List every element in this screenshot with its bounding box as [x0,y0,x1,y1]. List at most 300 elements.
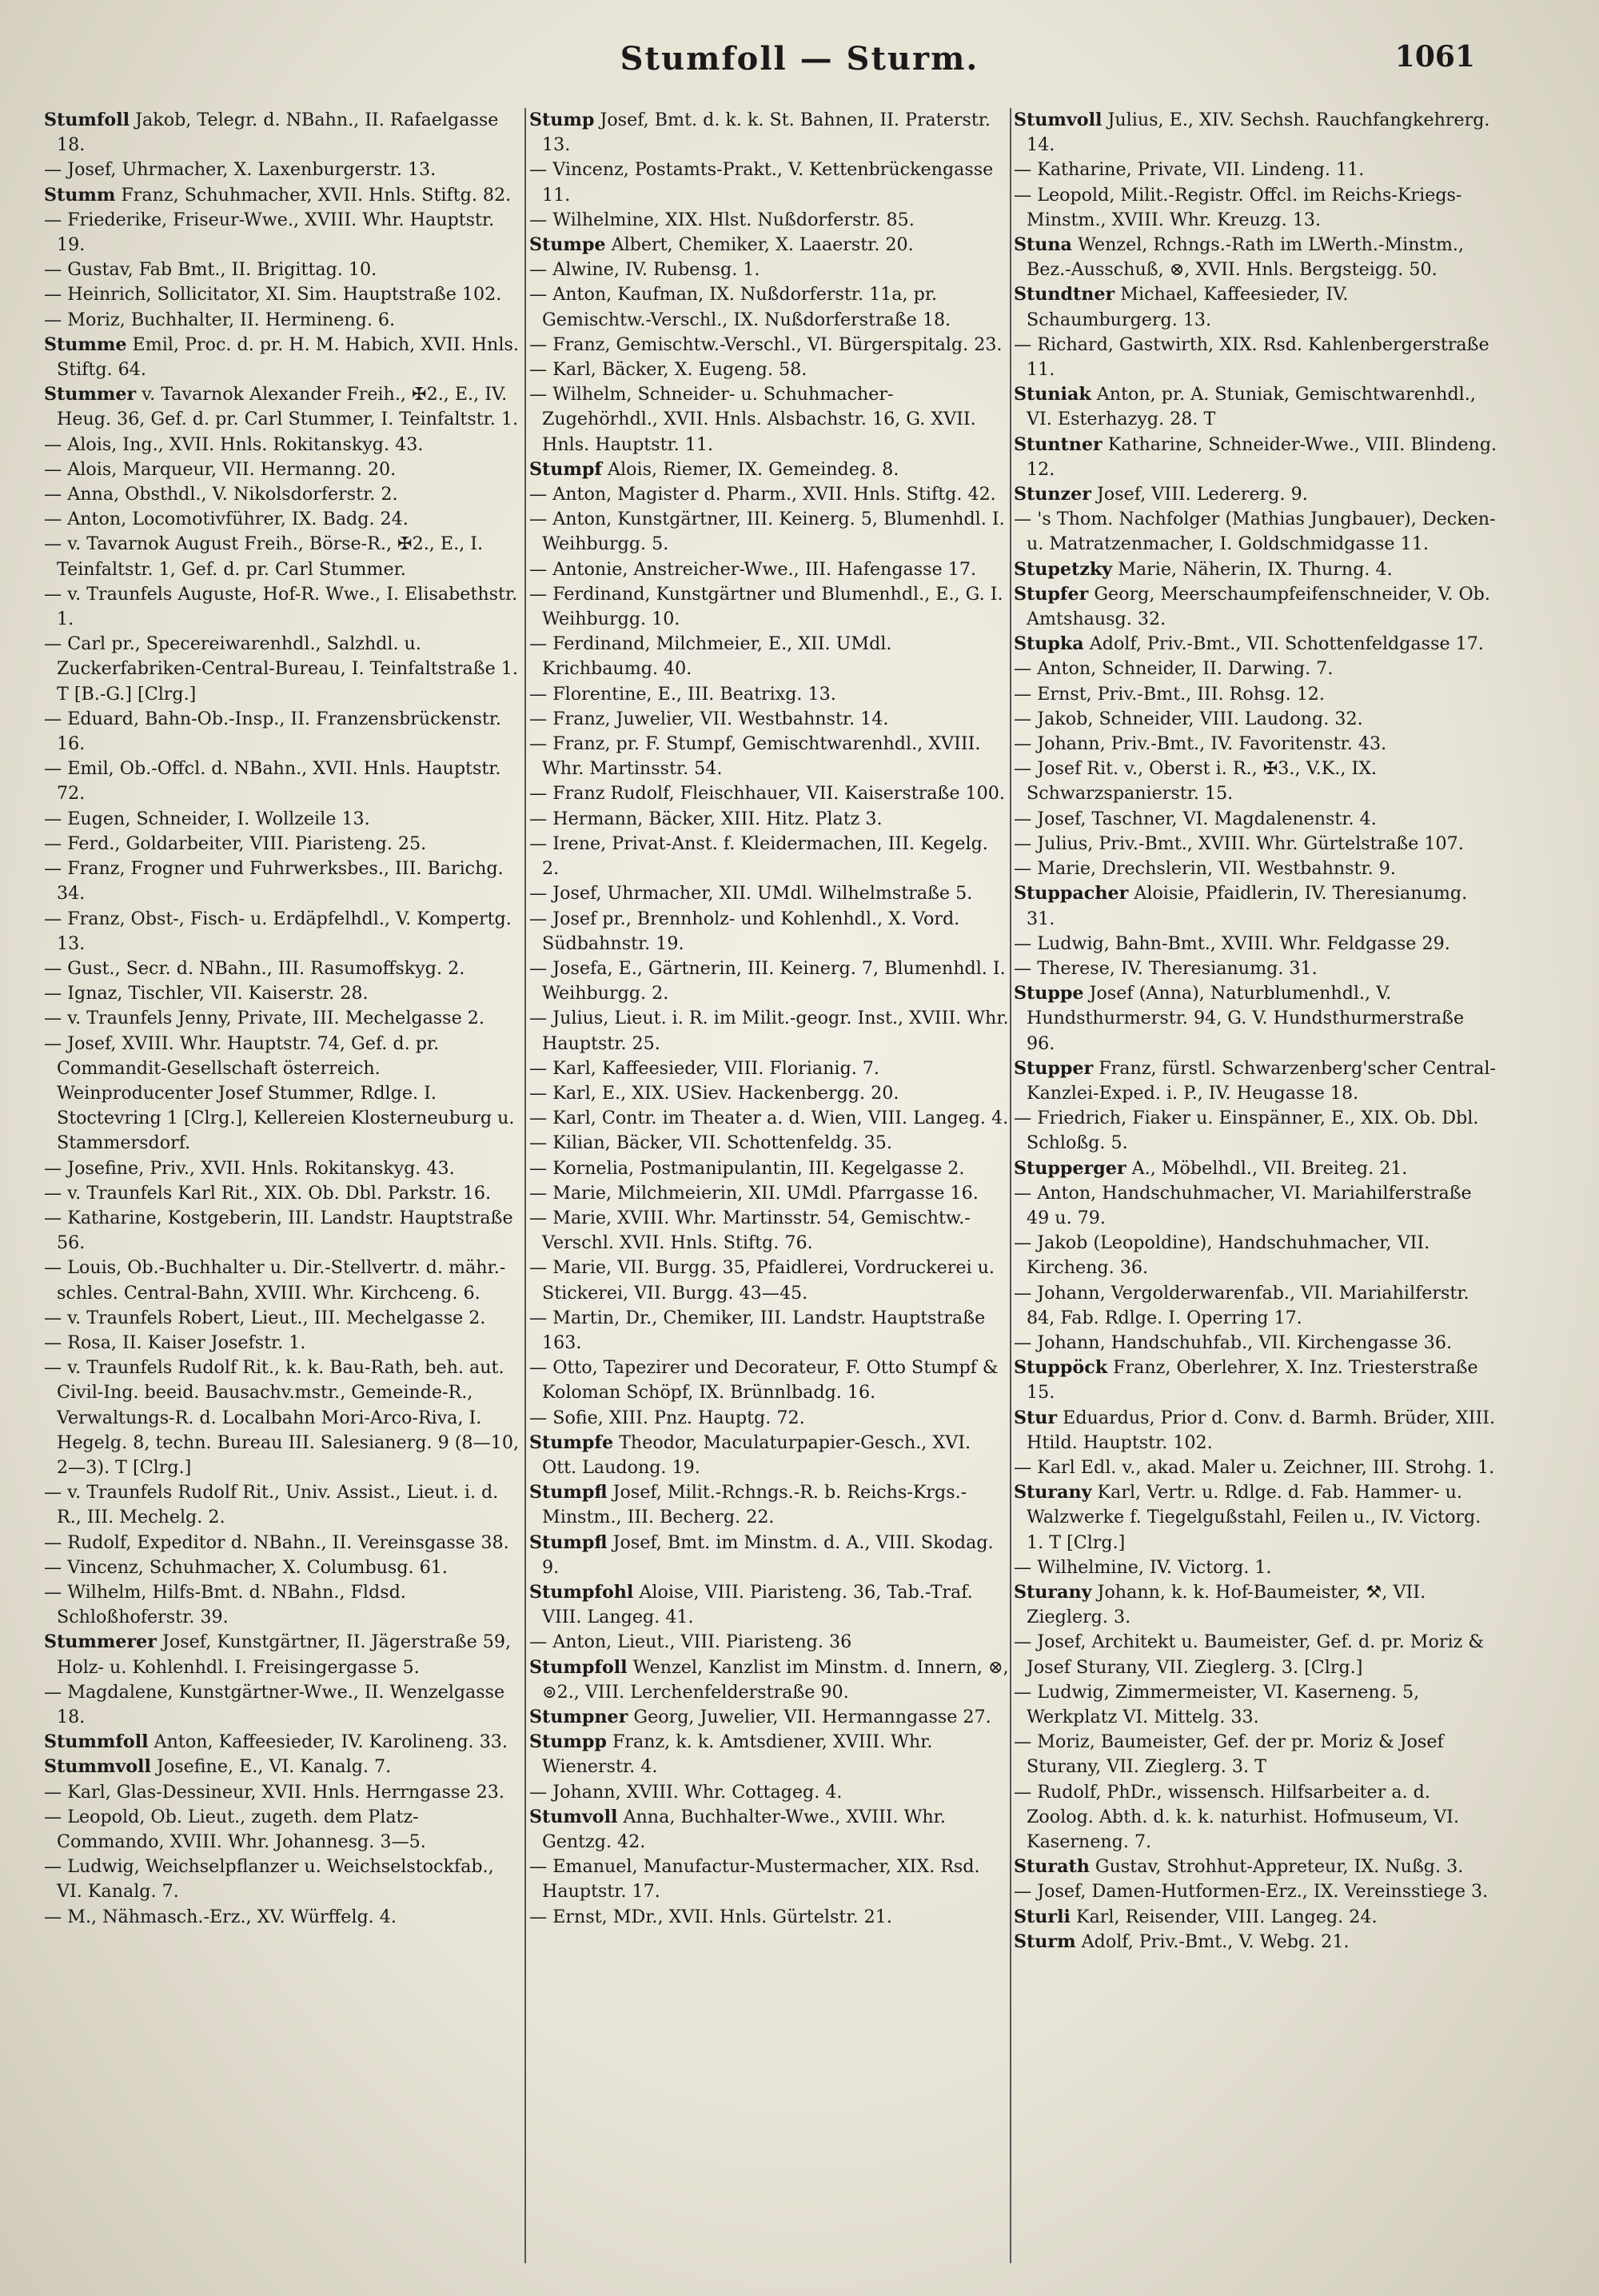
entry-text: Josef, Bmt. d. k. k. St. Bahnen, II. Praterstr. 13. [542,110,991,156]
directory-entry [44,1206,524,1256]
directory-entry [529,1406,1009,1431]
directory-entry [44,1805,524,1855]
entry-text: — Franz, Gemischtw.-Verschl., VI. Bürgerspitalg. 23. [529,333,1003,355]
entry-text: — Anton, Kunstgärtner, III. Keinerg. 5, Blumenhdl. I. Weihburgg. 5. [529,509,1005,555]
entry-surname: Stumvoll [529,1806,618,1827]
directory-column-1 [44,108,524,2267]
directory-entry [1014,857,1497,881]
entry-text: — Ernst, MDr., XVII. Hnls. Gürtelstr. 21. [529,1906,892,1927]
entry-text: — Josef Rit. v., Oberst i. R., ✠3., V.K., IX. Schwarzspanierstr. 15. [1014,758,1378,805]
entry-text: Anna, Buchhalter-Wwe., XVIII. Whr. Gentzg. 42. [542,1806,946,1853]
directory-entry [1014,1231,1497,1280]
entry-text: — Josef pr., Brennholz- und Kohlenhdl., X. Vord. Südbahnstr. 19. [529,908,960,954]
directory-entry [44,282,524,307]
entry-text: Franz, Schuhmacher, XVII. Hnls. Stiftg. 82. [115,184,512,206]
entry-text: — v. Traunfels Jenny, Private, III. Mechelgasse 2. [44,1008,484,1029]
entry-text: — Alwine, IV. Rubensg. 1. [529,259,760,281]
entry-text: — Anna, Obsthdl., V. Nikolsdorferstr. 2. [44,484,398,505]
directory-entry [44,1156,524,1181]
entry-text: Marie, Näherin, IX. Thurng. 4. [1112,558,1393,580]
entry-surname: Stummvoll [44,1756,151,1778]
entry-text: — Franz, Obst-, Fisch- u. Erdäpfelhdl., V. Kompertg. 13. [44,908,512,954]
entry-text: Gustav, Strohhut-Appreteur, IX. Nußg. 3. [1089,1856,1464,1878]
entry-text: — Ludwig, Zimmermeister, VI. Kaserneng. 5, Werkplatz VI. Mittelg. 33. [1014,1681,1420,1727]
directory-entry [1014,1356,1497,1405]
entry-text: Karl, Vertr. u. Rdlge. d. Fab. Hammer- u. Walzwerke f. Tiegelgußstahl, Feilen u., IV. Victorg. 1. T [Clrg.] [1027,1482,1481,1553]
directory-entry [529,1705,1009,1730]
entry-text: — Kornelia, Postmanipulantin, III. Kegelgasse 2. [529,1157,965,1179]
directory-entry [529,258,1009,282]
directory-entry [529,1805,1009,1855]
directory-entry [529,158,1009,207]
directory-entry [529,282,1009,332]
directory-entry [529,482,1009,507]
page-number: 1061 [1394,40,1475,74]
entry-text: — Johann, Priv.-Bmt., IV. Favoritenstr. 43. [1014,733,1387,755]
directory-entry [529,1855,1009,1904]
directory-entry [529,732,1009,781]
directory-entry [44,1905,524,1930]
directory-entry [529,1780,1009,1805]
entry-surname: Stupetzky [1014,558,1113,580]
entry-surname: Stuppe [1014,983,1084,1004]
entry-text: — Carl pr., Specereiwarenhdl., Salzhdl. u. Zuckerfabriken-Central-Bureau, I. Teinfaltstraße 1. T [B.-G.] [Clrg.] [44,633,518,705]
entry-text: — v. Traunfels Karl Rit., XIX. Ob. Dbl. Parkstr. 16. [44,1182,491,1204]
directory-entry [1014,233,1497,282]
entry-text: — Franz, Juwelier, VII. Westbahnstr. 14. [529,708,889,729]
directory-entry [1014,1930,1497,1955]
directory-entry [1014,657,1497,681]
entry-text: — Josef, Damen-Hutformen-Erz., IX. Vereinsstiege 3. [1014,1881,1489,1903]
entry-surname: Sturath [1014,1856,1090,1878]
directory-entry [1014,932,1497,956]
running-title: Stumfoll — Sturm. [620,40,979,78]
entry-text: Franz, k. k. Amtsdiener, XVIII. Whr. Wienerstr. 4. [542,1731,933,1778]
directory-entry [44,857,524,906]
directory-entry [1014,757,1497,806]
entry-text: — Josefa, E., Gärtnerin, III. Keinerg. 7, Blumenhdl. I. Weihburgg. 2. [529,957,1006,1004]
entry-surname: Stupper [1014,1057,1094,1079]
directory-entry [1014,1780,1497,1855]
entry-surname: Stumpfohl [529,1581,634,1603]
directory-entry [529,1630,1009,1655]
directory-entry [529,357,1009,382]
entry-surname: Stuniak [1014,384,1091,405]
entry-text: Josef, Bmt. im Minstm. d. A., VIII. Skodag. 9. [542,1531,994,1578]
entry-text: v. Tavarnok Alexander Freih., ✠2., E., IV. Heug. 36, Gef. d. pr. Carl Stummer, I. Teinfaltstr. 1. [57,384,519,430]
directory-entry [1014,1331,1497,1356]
entry-text: — Josefine, Priv., XVII. Hnls. Rokitanskyg. 43. [44,1157,455,1179]
entry-surname: Stump [529,110,595,130]
entry-text: — Johann, XVIII. Whr. Cottageg. 4. [529,1781,843,1803]
page-header [0,40,1599,96]
directory-entry [44,1730,524,1755]
entry-text: Adolf, Priv.-Bmt., VII. Schottenfeldgasse 17. [1083,633,1484,655]
entry-text: — Anton, Lieut., VIII. Piaristeng. 36 [529,1631,852,1653]
directory-entry [44,1780,524,1805]
entry-text: — Friederike, Friseur-Wwe., XVIII. Whr. Hauptstr. 19. [44,209,495,256]
directory-entry [1014,632,1497,657]
directory-entry [44,507,524,532]
directory-entry [44,907,524,956]
directory-entry [1014,732,1497,757]
entry-text: Alois, Riemer, IX. Gemeindeg. 8. [601,458,899,480]
directory-entry [529,1905,1009,1930]
entry-surname: Stupka [1014,633,1084,655]
directory-entry [1014,1056,1497,1106]
directory-entry [529,1356,1009,1405]
directory-entry [529,208,1009,233]
directory-entry [1014,433,1497,482]
entry-text: — Therese, IV. Theresianumg. 31. [1014,957,1318,979]
entry-text: — M., Nähmasch.-Erz., XV. Würffelg. 4. [44,1906,397,1927]
directory-entry [44,258,524,282]
entry-text: Jakob, Telegr. d. NBahn., II. Rafaelgasse 18. [57,110,499,156]
entry-text: — Julius, Priv.-Bmt., XVIII. Whr. Gürtelstraße 107. [1014,833,1464,854]
directory-entry [44,1356,524,1480]
directory-entry [44,482,524,507]
directory-entry [1014,1406,1497,1455]
directory-entry [44,632,524,707]
directory-entry [1014,1455,1497,1480]
entry-text: Karl, Reisender, VIII. Langeg. 24. [1070,1906,1378,1927]
entry-text: — v. Traunfels Auguste, Hof-R. Wwe., I. Elisabethstr. 1. [44,583,518,630]
entry-surname: Stumpner [529,1707,628,1727]
directory-entry [1014,881,1497,931]
entry-text: Aloisie, Pfaidlerin, IV. Theresianumg. 31. [1027,883,1468,929]
entry-text: — v. Tavarnok August Freih., Börse-R., ✠2., E., I. Teinfaltstr. 1, Gef. d. pr. Carl Stummer. [44,533,484,580]
entry-text: — Marie, Milchmeierin, XII. UMdl. Pfarrgasse 16. [529,1182,979,1204]
entry-text: — Karl Edl. v., akad. Maler u. Zeichner, III. Strohg. 1. [1014,1456,1495,1478]
entry-text: — Sofie, XIII. Pnz. Hauptg. 72. [529,1407,805,1428]
directory-entry [1014,832,1497,857]
directory-entry [529,507,1009,557]
entry-text: — Emanuel, Manufactur-Mustermacher, XIX. Rsd. Hauptstr. 17. [529,1856,980,1903]
directory-entry [529,1306,1009,1356]
entry-text: Josefine, E., VI. Kanalg. 7. [150,1756,392,1778]
entry-text: — Anton, Magister d. Pharm., XVII. Hnls. Stiftg. 42. [529,484,996,505]
directory-entry [529,582,1009,632]
directory-entry [529,1081,1009,1106]
entry-surname: Stumfoll [44,110,130,130]
entry-text: — Heinrich, Sollicitator, XI. Sim. Hauptstraße 102. [44,284,502,305]
entry-surname: Stundtner [1014,284,1115,305]
entry-surname: Sturany [1014,1581,1092,1603]
directory-entry [1014,108,1497,158]
directory-entry [44,1256,524,1305]
entry-text: Wenzel, Kanzlist im Minstm. d. Innern, ⊗, ⊚2., VIII. Lerchenfelderstraße 90. [542,1656,1009,1703]
entry-text: — Julius, Lieut. i. R. im Milit.-geogr. Inst., XVIII. Whr. Hauptstr. 25. [529,1008,1009,1054]
directory-entry [44,333,524,382]
entry-text: Eduardus, Prior d. Conv. d. Barmh. Brüder, XIII. Htild. Hauptstr. 102. [1027,1407,1496,1453]
directory-entry [1014,956,1497,981]
directory-entry [529,1256,1009,1305]
entry-text: — Richard, Gastwirth, XIX. Rsd. Kahlenbergerstraße 11. [1014,333,1489,381]
entry-text: — Vincenz, Schuhmacher, X. Columbusg. 61. [44,1556,448,1578]
entry-surname: Stuppöck [1014,1357,1108,1379]
entry-text: — Josef, Taschner, VI. Magdalenenstr. 4. [1014,808,1377,829]
entry-text: — Vincenz, Postamts-Prakt., V. Kettenbrückengasse 11. [529,159,994,206]
directory-entry [44,158,524,182]
directory-entry [44,1630,524,1679]
directory-entry [1014,1879,1497,1904]
entry-text: — v. Traunfels Rudolf Rit., k. k. Bau-Rath, beh. aut. Civil-Ing. beeid. Bausachv.mstr., Gemeinde-R., Verwaltungs-R. d. Localbahn Mori-Arco-Riva, I. Hegelg. 8, techn. Bureau III. Salesianerg. 9 (8—10, 2—3). T [Clrg.] [44,1357,520,1478]
directory-entry [1014,807,1497,832]
directory-entry [44,1555,524,1580]
entry-surname: Stumpp [529,1731,607,1753]
directory-entry [44,1531,524,1555]
column-rule [524,108,526,2263]
entry-text: Franz, Oberlehrer, X. Inz. Triesterstraße 15. [1027,1357,1478,1404]
directory-entry [1014,507,1497,557]
entry-text: — Johann, Handschuhfab., VII. Kirchengasse 36. [1014,1332,1452,1353]
directory-entry [44,1755,524,1779]
directory-entry [1014,333,1497,382]
entry-text: Wenzel, Rchngs.-Rath im LWerth.-Minstm., Bez.-Ausschuß, ⊗, XVII. Hnls. Bergsteigg. 50. [1027,234,1464,281]
directory-entry [529,1006,1009,1056]
directory-entry [529,1655,1009,1705]
entry-text: — Moriz, Buchhalter, II. Hermineng. 6. [44,309,396,330]
directory-entry [529,832,1009,881]
entry-surname: Sturm [1014,1931,1076,1952]
entry-text: — Marie, VII. Burgg. 35, Pfaidlerei, Vordruckerei u. Stickerei, VII. Burgg. 43—45. [529,1257,995,1304]
entry-surname: Stur [1014,1407,1058,1428]
directory-entry [1014,1156,1497,1181]
directory-entry [1014,981,1497,1056]
entry-surname: Stumme [44,333,127,355]
entry-text: — Ferd., Goldarbeiter, VIII. Piaristeng. 25. [44,833,427,854]
directory-entry [1014,158,1497,182]
directory-entry [44,1855,524,1904]
directory-entry [44,433,524,457]
directory-entry [529,707,1009,732]
directory-entry [529,1131,1009,1156]
entry-text: — Kilian, Bäcker, VII. Schottenfeldg. 35. [529,1132,892,1154]
directory-entry [1014,1680,1497,1730]
entry-text: Franz, fürstl. Schwarzenberg'scher Central-Kanzlei-Exped. i. P., IV. Heugasse 18. [1027,1057,1496,1104]
entry-text: — Ignaz, Tischler, VII. Kaiserstr. 28. [44,983,369,1004]
entry-text: Theodor, Maculaturpapier-Gesch., XVI. Ott. Laudong. 19. [542,1432,971,1478]
directory-entry [529,781,1009,806]
entry-text: — Jakob (Leopoldine), Handschuhmacher, VII. Kircheng. 36. [1014,1232,1430,1279]
directory-entry [1014,1555,1497,1580]
entry-text: — Rosa, II. Kaiser Josefstr. 1. [44,1332,306,1353]
entry-surname: Sturany [1014,1482,1092,1503]
directory-entry [44,108,524,158]
entry-text: — Ludwig, Weichselpflanzer u. Weichselstockfab., VI. Kanalg. 7. [44,1856,494,1903]
directory-column-3 [1014,108,1497,2267]
entry-surname: Stummfoll [44,1731,149,1753]
directory-entry [44,981,524,1006]
directory-entry [529,956,1009,1006]
entry-text: Anton, Kaffeesieder, IV. Karolineng. 33. [148,1731,508,1753]
entry-text: — Anton, Handschuhmacher, VI. Mariahilferstraße 49 u. 79. [1014,1182,1472,1228]
entry-text: Josef, Milit.-Rchngs.-R. b. Reichs-Krgs.-Minstm., III. Becherg. 22. [542,1482,967,1528]
entry-surname: Stumpfl [529,1482,608,1503]
directory-entry [44,582,524,632]
directory-entry [44,1480,524,1530]
directory-entry [1014,1730,1497,1779]
entry-text: — Franz, Frogner und Fuhrwerksbes., III. Barichg. 34. [44,858,504,904]
entry-surname: Sturli [1014,1906,1071,1927]
directory-entry [1014,382,1497,432]
directory-entry [529,881,1009,906]
entry-text: Katharine, Schneider-Wwe., VIII. Blindeng. 12. [1027,433,1497,480]
entry-text: — Eduard, Bahn-Ob.-Insp., II. Franzensbrückenstr. 16. [44,708,501,755]
entry-text: — Alois, Marqueur, VII. Hermanng. 20. [44,458,397,480]
entry-text: — Irene, Privat-Anst. f. Kleidermachen, III. Kegelg. 2. [529,833,988,880]
directory-entry [1014,707,1497,732]
entry-text: — Magdalene, Kunstgärtner-Wwe., II. Wenzelgasse 18. [44,1681,505,1727]
directory-column-2 [529,108,1009,2267]
directory-entry [1014,1106,1497,1156]
directory-entry [1014,183,1497,233]
directory-entry [1014,1855,1497,1879]
directory-entry [529,333,1009,357]
entry-surname: Stumpf [529,458,602,480]
entry-text: — Katharine, Kostgeberin, III. Landstr. Hauptstraße 56. [44,1207,513,1254]
directory-entry [44,1331,524,1356]
entry-text: — Martin, Dr., Chemiker, III. Landstr. Hauptstraße 163. [529,1307,986,1353]
entry-text: Georg, Juwelier, VII. Hermanngasse 27. [628,1707,991,1727]
entry-text: — Gust., Secr. d. NBahn., III. Rasumoffskyg. 2. [44,957,465,979]
directory-entry [1014,1580,1497,1630]
directory-entry [44,807,524,832]
directory-entry [1014,1480,1497,1555]
entry-surname: Stumvoll [1014,110,1103,130]
entry-text: — Hermann, Bäcker, XIII. Hitz. Platz 3. [529,808,883,829]
entry-surname: Stuppacher [1014,883,1129,904]
entry-text: — Leopold, Milit.-Registr. Offcl. im Reichs-Kriegs-Minstm., XVIII. Whr. Kreuzg. 13. [1014,184,1462,230]
directory-entry [529,382,1009,457]
directory-entry [1014,282,1497,332]
entry-text: Adolf, Priv.-Bmt., V. Webg. 21. [1075,1931,1350,1952]
entry-text: Aloise, VIII. Piaristeng. 36, Tab.-Traf. VIII. Langeg. 41. [542,1581,973,1628]
entry-text: Albert, Chemiker, X. Laaerstr. 20. [605,234,914,256]
entry-text: Anton, pr. A. Stuniak, Gemischtwarenhdl., VI. Esterhazyg. 28. T [1027,384,1476,430]
directory-entry [44,757,524,806]
entry-text: — Marie, XVIII. Whr. Martinsstr. 54, Gemischtw.-Verschl. XVII. Hnls. Stiftg. 76. [529,1207,971,1254]
entry-text: — Leopold, Ob. Lieut., zugeth. dem Platz-Commando, XVIII. Whr. Johannesg. 3—5. [44,1806,426,1853]
entry-text: — Katharine, Private, VII. Lindeng. 11. [1014,159,1365,181]
entry-text: — Gustav, Fab Bmt., II. Brigittag. 10. [44,259,377,281]
directory-entry [529,1431,1009,1480]
entry-text: Michael, Kaffeesieder, IV. Schaumburgerg. 13. [1027,284,1349,330]
directory-entry [529,1580,1009,1630]
entry-text: — Karl, Contr. im Theater a. d. Wien, VIII. Langeg. 4. [529,1108,1009,1129]
directory-entry [529,1056,1009,1081]
entry-text: Julius, E., XIV. Sechsh. Rauchfangkehrerg. 14. [1027,110,1490,156]
directory-entry [1014,1905,1497,1930]
entry-text: — Franz Rudolf, Fleischhauer, VII. Kaiserstraße 100. [529,783,1005,805]
directory-entry [1014,1630,1497,1679]
entry-text: — Friedrich, Fiaker u. Einspänner, E., XIX. Ob. Dbl. Schloßg. 5. [1014,1108,1479,1154]
entry-surname: Stummerer [44,1631,157,1653]
directory-entry [529,1181,1009,1206]
entry-text: — Anton, Locomotivführer, IX. Badg. 24. [44,509,409,530]
entry-text: — v. Traunfels Rudolf Rit., Univ. Assist., Lieut. i. d. R., III. Mechelg. 2. [44,1482,499,1528]
entry-text: — Josef, Uhrmacher, XII. UMdl. Wilhelmstraße 5. [529,883,973,904]
directory-entry [44,1306,524,1331]
directory-entry [44,308,524,333]
entry-text: — Ferdinand, Milchmeier, E., XII. UMdl. Krichbaumg. 40. [529,633,892,680]
directory-entry [529,457,1009,482]
entry-text: — Eugen, Schneider, I. Wollzeile 13. [44,808,370,829]
directory-entry [529,1730,1009,1779]
directory-entry [1014,682,1497,707]
directory-entry [529,1106,1009,1131]
directory-entry [1014,1281,1497,1331]
entry-text: — Otto, Tapezirer und Decorateur, F. Otto Stumpf & Koloman Schöpf, IX. Brünnlbadg. 16. [529,1357,999,1404]
directory-entry [529,807,1009,832]
entry-surname: Stuntner [1014,433,1103,455]
entry-text: Josef, VIII. Ledererg. 9. [1091,484,1308,505]
directory-entry [44,956,524,981]
directory-entry [44,208,524,258]
entry-surname: Stumpfl [529,1531,608,1553]
directory-entry [1014,582,1497,632]
entry-text: — v. Traunfels Robert, Lieut., III. Mechelgasse 2. [44,1307,486,1328]
directory-entry [44,1181,524,1206]
entry-text: — 's Thom. Nachfolger (Mathias Jungbauer), Decken- u. Matratzenmacher, I. Goldschmidgasse 11. [1014,509,1496,555]
entry-text: — Rudolf, Expeditor d. NBahn., II. Vereinsgasse 38. [44,1531,509,1553]
entry-text: — Wilhelm, Schneider- u. Schuhmacher-Zugehörhdl., XVII. Hnls. Alsbachstr. 16, G. XVII. Hnls. Hauptstr. 11. [529,384,976,455]
directory-entry [529,233,1009,258]
entry-text: — Wilhelm, Hilfs-Bmt. d. NBahn., Fldsd. Schloßhoferstr. 39. [44,1581,406,1628]
entry-text: — Florentine, E., III. Beatrixg. 13. [529,683,836,705]
directory-entry [529,1480,1009,1530]
entry-surname: Stummer [44,384,137,405]
column-rule [1010,108,1011,2263]
directory-entry [529,1206,1009,1256]
entry-text: — Karl, E., XIX. USiev. Hackenbergg. 20. [529,1082,899,1104]
entry-surname: Stupperger [1014,1157,1126,1179]
directory-entry [529,907,1009,956]
entry-surname: Stuna [1014,234,1072,256]
entry-surname: Stumm [44,184,116,206]
entry-text: — Anton, Schneider, II. Darwing. 7. [1014,658,1334,680]
directory-entry [529,108,1009,158]
directory-entry [1014,482,1497,507]
directory-entry [44,457,524,482]
entry-text: — Anton, Kaufman, IX. Nußdorferstr. 11a, pr. Gemischtw.-Verschl., IX. Nußdorferstraße 18. [529,284,951,330]
entry-text: A., Möbelhdl., VII. Breiteg. 21. [1126,1157,1408,1179]
entry-surname: Stumpe [529,234,606,256]
directory-entry [44,532,524,581]
entry-text: Emil, Proc. d. pr. H. M. Habich, XVII. Hnls. Stiftg. 64. [57,333,519,381]
entry-text: — Ludwig, Bahn-Bmt., XVIII. Whr. Feldgasse 29. [1014,932,1450,954]
entry-surname: Stunzer [1014,484,1091,505]
directory-entry [44,707,524,757]
directory-entry [44,1006,524,1031]
entry-text: — Karl, Glas-Dessineur, XVII. Hnls. Herrngasse 23. [44,1781,504,1803]
directory-entry [44,1032,524,1156]
entry-text: — Josef, XVIII. Whr. Hauptstr. 74, Gef. d. pr. Commandit-Gesellschaft österreich. Weinproducenter Josef Stummer, Rdlge. I. Stoctevring 1 [Clrg.], Kellereien Klosterneuburg u. Stammersdorf. [44,1032,515,1154]
entry-text: — Wilhelmine, IV. Victorg. 1. [1014,1556,1272,1578]
directory-entry [44,1680,524,1730]
entry-text: — Karl, Bäcker, X. Eugeng. 58. [529,359,807,381]
entry-text: — Jakob, Schneider, VIII. Laudong. 32. [1014,708,1363,729]
directory-entry [44,382,524,432]
entry-text: — Emil, Ob.-Offcl. d. NBahn., XVII. Hnls. Hauptstr. 72. [44,758,501,805]
entry-surname: Stupfer [1014,583,1089,605]
directory-entry [529,1531,1009,1580]
directory-entry [44,832,524,857]
entry-text: — Josef, Uhrmacher, X. Laxenburgerstr. 13. [44,159,437,181]
directory-entry [529,557,1009,582]
entry-text: — Louis, Ob.-Buchhalter u. Dir.-Stellvertr. d. mähr.-schles. Central-Bahn, XVIII. Whr. Kirchceng. 6. [44,1257,506,1304]
entry-surname: Stumpfe [529,1432,614,1453]
